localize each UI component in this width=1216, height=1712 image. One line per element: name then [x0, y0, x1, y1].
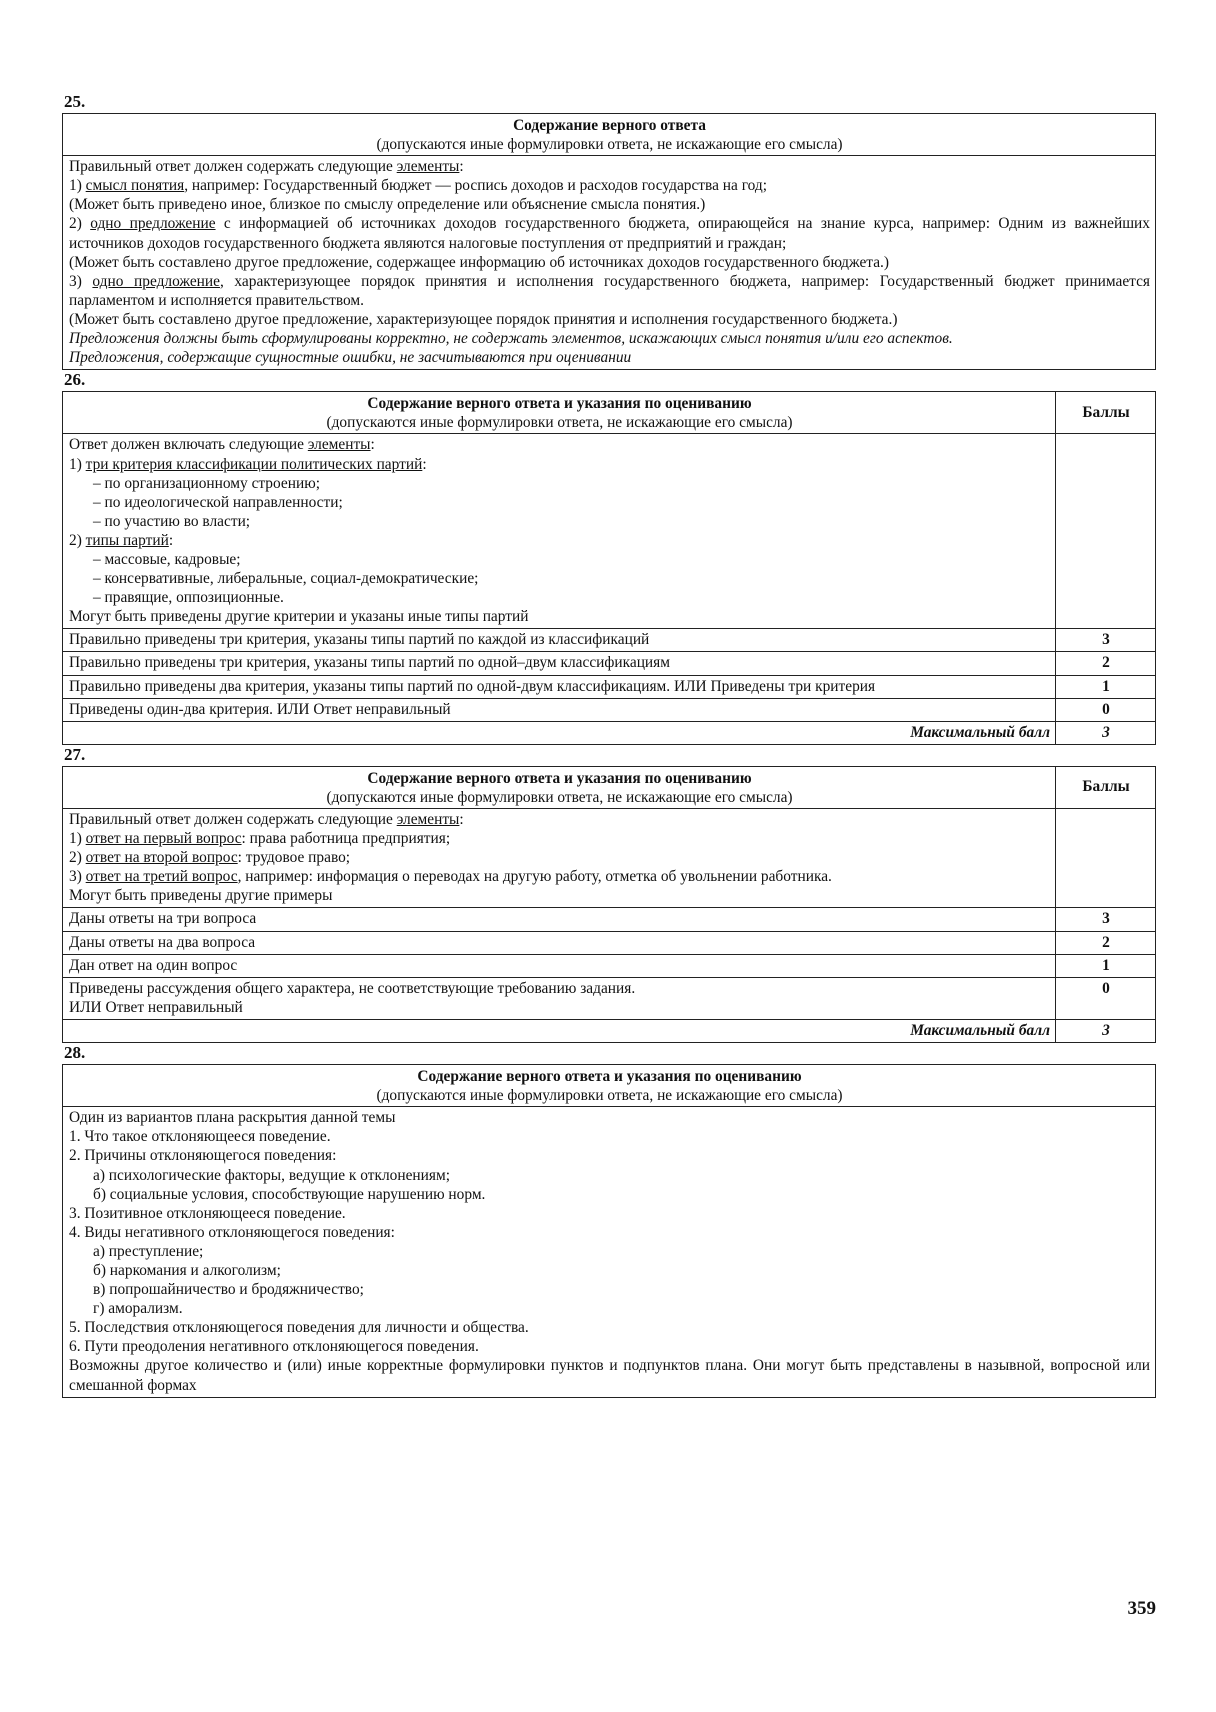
answer-content-28	[63, 1107, 1156, 1397]
criterion-text: Даны ответы на два вопроса	[63, 931, 1056, 954]
header-subtitle: (допускаются иные формулировки ответа, не искажающие его смысла)	[326, 788, 793, 806]
points-cell-empty	[1056, 809, 1156, 908]
criterion-points: 1	[1056, 954, 1156, 977]
plan-note: Возможны другое количество и (или) иные корректные формулировки пунктов и подпунктов плана. Они могут быть представлены в назывной, вопросной или смешанной формах	[69, 1357, 1150, 1394]
header-subtitle: (допускаются иные формулировки ответа, не искажающие его смысла)	[326, 414, 793, 432]
question-number-27: 27.	[64, 744, 86, 764]
sub-item: – массовые, кадровые;	[93, 550, 241, 568]
header-title: Содержание верного ответа	[513, 117, 706, 134]
criterion-text: Правильно приведены два критерия, указаны типы партий по одной-двум классификациям. ИЛИ Приведены три критерия	[63, 675, 1056, 698]
plan-subline: а) преступление;	[93, 1242, 204, 1260]
answer-content-26	[63, 434, 1056, 629]
answer-content-25	[63, 156, 1156, 370]
criterion-points: 3	[1056, 629, 1156, 652]
question-number-25: 25.	[64, 92, 86, 111]
content-line: 3) одно предложение, характеризующее порядок принятия и исполнения государственного бюджета, например: Государственный бюджет принимается парламентом и исполняется правительством.	[69, 272, 1150, 309]
answer-key-page	[62, 92, 1156, 1398]
header-subtitle: (допускаются иные формулировки ответа, не искажающие его смысла)	[376, 1087, 843, 1105]
content-line: 1) три критерия классификации политических партий:	[69, 455, 427, 473]
plan-line: Один из вариантов плана раскрытия данной темы	[69, 1109, 396, 1127]
criterion-line: ИЛИ Ответ неправильный	[69, 998, 243, 1016]
criterion-points: 1	[1056, 675, 1156, 698]
plan-line: 5. Последствия отклоняющегося поведения для личности и общества.	[69, 1319, 529, 1337]
plan-subline: а) психологические факторы, ведущие к отклонениям;	[93, 1166, 450, 1184]
sub-item: – правящие, оппозиционные.	[93, 589, 284, 607]
content-line: 1) смысл понятия, например: Государственный бюджет — роспись доходов и расходов государства на год;	[69, 177, 767, 195]
answer-table-27	[62, 766, 1156, 1043]
table-header-27	[63, 766, 1056, 808]
criterion-points: 2	[1056, 652, 1156, 675]
italic-note: Предложения, содержащие сущностные ошибки, не засчитываются при оценивании	[69, 349, 632, 367]
question-number-26: 26.	[64, 370, 86, 390]
criterion-text: Дан ответ на один вопрос	[63, 954, 1056, 977]
table-header-26	[63, 392, 1056, 434]
criterion-points: 0	[1056, 977, 1156, 1019]
criterion-points: 2	[1056, 931, 1156, 954]
max-score-label: Максимальный балл	[63, 721, 1056, 744]
header-title: Содержание верного ответа и указания по оцениванию	[367, 395, 752, 413]
content-line: 2) типы партий:	[69, 531, 174, 549]
sub-item: – консервативные, либеральные, социал-демократические;	[93, 570, 479, 588]
header-title: Содержание верного ответа и указания по оцениванию	[367, 769, 752, 787]
plan-line: 4. Виды негативного отклоняющегося поведения:	[69, 1223, 395, 1241]
plan-line: 3. Позитивное отклоняющееся поведение.	[69, 1204, 346, 1222]
plan-subline: г) аморализм.	[93, 1300, 183, 1318]
content-line: 2) одно предложение с информацией об источниках доходов государственного бюджета, опирающейся на знание курса, например: Одним из важнейших источников доходов государственного бюджета являются налоговые поступления от предприятий и граждан;	[69, 215, 1150, 252]
criterion-points: 0	[1056, 698, 1156, 721]
answer-table-25	[62, 113, 1156, 370]
content-line: 1) ответ на первый вопрос: права работница предприятия;	[69, 830, 451, 848]
sub-item: – по организационному строению;	[93, 474, 320, 492]
content-line: (Может быть составлено другое предложение, содержащее информацию об источниках доходов государственного бюджета.)	[69, 253, 889, 271]
table-header-28	[63, 1065, 1156, 1107]
points-cell-empty	[1056, 434, 1156, 629]
criterion-points: 3	[1056, 908, 1156, 931]
max-score-value: 3	[1056, 721, 1156, 744]
content-line: Могут быть приведены другие критерии и указаны иные типы партий	[69, 608, 529, 626]
content-line: Правильный ответ должен содержать следующие элементы:	[69, 158, 464, 176]
max-score-value: 3	[1056, 1019, 1156, 1042]
question-number-28: 28.	[64, 1043, 86, 1063]
table-header-25	[63, 114, 1156, 156]
criterion-text	[63, 977, 1056, 1019]
criterion-text: Правильно приведены три критерия, указаны типы партий по одной–двум классификациям	[63, 652, 1056, 675]
plan-line: 6. Пути преодоления негативного отклоняющегося поведения.	[69, 1338, 479, 1356]
content-line: 2) ответ на второй вопрос: трудовое право;	[69, 849, 351, 867]
points-column-header: Баллы	[1056, 392, 1156, 434]
max-score-label: Максимальный балл	[63, 1019, 1056, 1042]
answer-content-27	[63, 809, 1056, 908]
content-line: (Может быть составлено другое предложение, характеризующее порядок принятия и исполнения государственного бюджета.)	[69, 310, 898, 328]
italic-note: Предложения должны быть сформулированы корректно, не содержать элементов, искажающих смысл понятия и/или его аспектов.	[69, 330, 953, 348]
answer-table-28	[62, 1064, 1156, 1398]
criterion-text: Правильно приведены три критерия, указаны типы партий по каждой из классификаций	[63, 629, 1056, 652]
content-line: Ответ должен включать следующие элементы:	[69, 436, 375, 454]
sub-item: – по идеологической направленности;	[93, 493, 343, 511]
content-line: Могут быть приведены другие примеры	[69, 887, 333, 905]
criterion-text: Приведены один-два критерия. ИЛИ Ответ неправильный	[63, 698, 1056, 721]
content-line: Правильный ответ должен содержать следующие элементы:	[69, 811, 464, 828]
header-subtitle: (допускаются иные формулировки ответа, не искажающие его смысла)	[376, 136, 843, 154]
criterion-line: Приведены рассуждения общего характера, не соответствующие требованию задания.	[69, 979, 636, 997]
page-number: 359	[1127, 1598, 1156, 1619]
plan-subline: б) наркомания и алкоголизм;	[93, 1261, 281, 1279]
plan-subline: б) социальные условия, способствующие нарушению норм.	[93, 1185, 486, 1203]
plan-line: 1. Что такое отклоняющееся поведение.	[69, 1128, 331, 1146]
points-column-header: Баллы	[1056, 766, 1156, 808]
criterion-text: Даны ответы на три вопроса	[63, 908, 1056, 931]
sub-item: – по участию во власти;	[93, 512, 251, 530]
header-title: Содержание верного ответа и указания по оцениванию	[417, 1068, 802, 1086]
answer-table-26	[62, 391, 1156, 745]
content-line: 3) ответ на третий вопрос, например: информация о переводах на другую работу, отметка об увольнении работника.	[69, 868, 832, 886]
plan-line: 2. Причины отклоняющегося поведения:	[69, 1147, 337, 1165]
content-line: (Может быть приведено иное, близкое по смыслу определение или объяснение смысла понятия.)	[69, 196, 706, 214]
plan-subline: в) попрошайничество и бродяжничество;	[93, 1281, 364, 1299]
